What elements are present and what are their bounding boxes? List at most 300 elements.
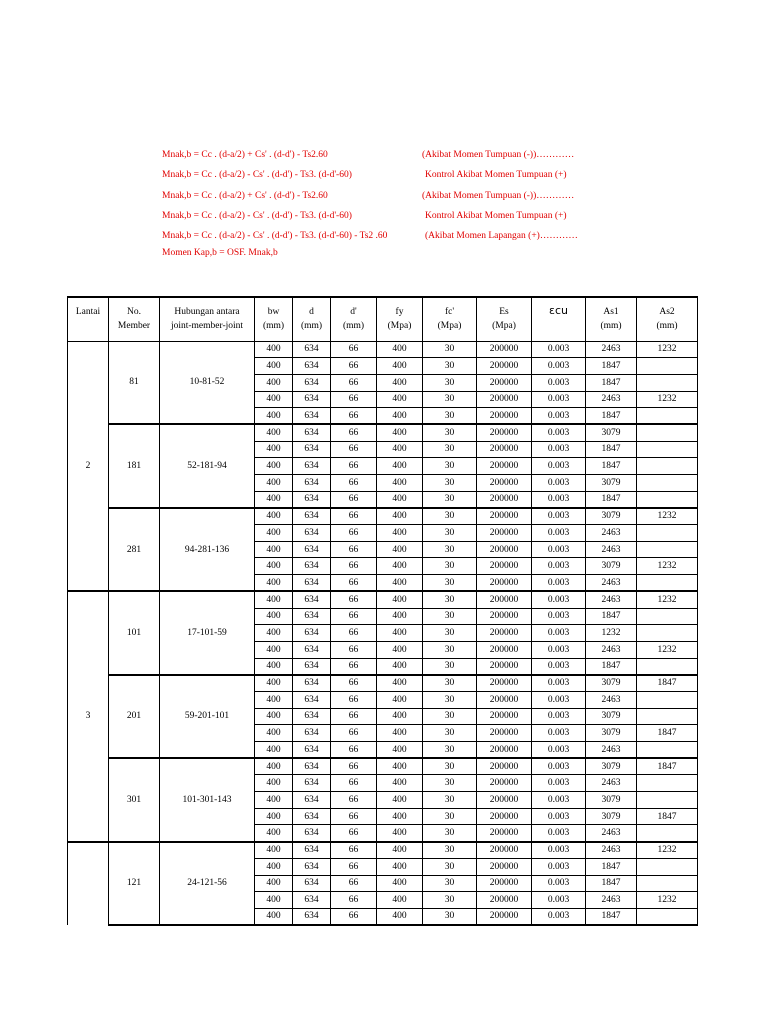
value-cell: 400 xyxy=(377,675,423,692)
table-body xyxy=(68,341,698,925)
value-cell: 30 xyxy=(423,691,477,708)
value-cell: 400 xyxy=(255,508,293,525)
header-bw-unit: (mm) xyxy=(255,319,293,341)
header-as1: As1 xyxy=(586,297,637,319)
value-cell: 1847 xyxy=(637,808,698,825)
value-cell xyxy=(637,475,698,492)
value-cell: 3079 xyxy=(586,792,637,809)
value-cell: 400 xyxy=(255,525,293,542)
value-cell: 66 xyxy=(331,858,377,875)
value-cell xyxy=(637,608,698,625)
formula-expression: Momen Kap,b = OSF. Mnak,b xyxy=(162,248,278,258)
value-cell: 30 xyxy=(423,641,477,658)
value-cell: 200000 xyxy=(477,558,532,575)
value-cell: 0.003 xyxy=(532,725,586,742)
value-cell: 66 xyxy=(331,575,377,592)
joint-cell: 59-201-101 xyxy=(160,675,255,758)
value-cell: 634 xyxy=(293,424,331,441)
value-cell: 400 xyxy=(377,858,423,875)
value-cell: 0.003 xyxy=(532,758,586,775)
formula-note: Kontrol Akibat Momen Tumpuan (+) xyxy=(425,170,567,180)
beam-data-table xyxy=(67,296,698,926)
value-cell: 400 xyxy=(255,758,293,775)
value-cell: 634 xyxy=(293,842,331,859)
value-cell: 400 xyxy=(377,575,423,592)
formula-note: (Akibat Momen Tumpuan (-))………… xyxy=(422,150,575,160)
value-cell: 200000 xyxy=(477,424,532,441)
member-cell: 81 xyxy=(109,341,160,424)
value-cell: 400 xyxy=(255,742,293,759)
value-cell: 200000 xyxy=(477,658,532,675)
value-cell: 400 xyxy=(255,625,293,642)
table-header xyxy=(68,297,698,341)
value-cell: 30 xyxy=(423,825,477,842)
member-cell: 281 xyxy=(109,508,160,591)
value-cell: 30 xyxy=(423,391,477,408)
value-cell: 400 xyxy=(377,908,423,925)
value-cell: 1232 xyxy=(637,391,698,408)
value-cell: 400 xyxy=(255,775,293,792)
member-cell: 121 xyxy=(109,842,160,925)
value-cell: 66 xyxy=(331,775,377,792)
value-cell: 400 xyxy=(255,808,293,825)
value-cell: 200000 xyxy=(477,591,532,608)
joint-cell: 94-281-136 xyxy=(160,508,255,591)
value-cell: 0.003 xyxy=(532,658,586,675)
value-cell: 400 xyxy=(255,858,293,875)
header-as2-unit: (mm) xyxy=(637,319,698,341)
member-cell: 201 xyxy=(109,675,160,758)
value-cell: 200000 xyxy=(477,525,532,542)
value-cell: 66 xyxy=(331,358,377,375)
table-row xyxy=(68,341,698,358)
value-cell: 30 xyxy=(423,708,477,725)
value-cell: 634 xyxy=(293,341,331,358)
value-cell: 30 xyxy=(423,491,477,508)
value-cell: 400 xyxy=(377,742,423,759)
value-cell: 30 xyxy=(423,875,477,892)
value-cell: 1847 xyxy=(586,408,637,425)
value-cell: 200000 xyxy=(477,875,532,892)
header-es: Es xyxy=(477,297,532,319)
value-cell: 634 xyxy=(293,858,331,875)
value-cell: 634 xyxy=(293,908,331,925)
value-cell: 634 xyxy=(293,775,331,792)
value-cell: 400 xyxy=(255,691,293,708)
value-cell: 400 xyxy=(255,792,293,809)
value-cell: 30 xyxy=(423,508,477,525)
value-cell: 634 xyxy=(293,408,331,425)
value-cell: 2463 xyxy=(586,842,637,859)
value-cell: 200000 xyxy=(477,491,532,508)
value-cell: 634 xyxy=(293,591,331,608)
member-cell: 301 xyxy=(109,758,160,841)
value-cell: 30 xyxy=(423,658,477,675)
value-cell: 400 xyxy=(255,491,293,508)
value-cell: 66 xyxy=(331,508,377,525)
value-cell: 0.003 xyxy=(532,591,586,608)
value-cell: 66 xyxy=(331,491,377,508)
value-cell: 634 xyxy=(293,708,331,725)
joint-cell: 52-181-94 xyxy=(160,424,255,507)
value-cell: 400 xyxy=(377,358,423,375)
value-cell: 66 xyxy=(331,525,377,542)
value-cell: 0.003 xyxy=(532,858,586,875)
value-cell: 400 xyxy=(377,775,423,792)
value-cell: 400 xyxy=(255,558,293,575)
value-cell: 66 xyxy=(331,875,377,892)
value-cell: 3079 xyxy=(586,424,637,441)
value-cell: 66 xyxy=(331,675,377,692)
value-cell: 400 xyxy=(377,441,423,458)
value-cell: 400 xyxy=(255,541,293,558)
value-cell: 634 xyxy=(293,525,331,542)
value-cell: 1847 xyxy=(586,858,637,875)
value-cell: 30 xyxy=(423,725,477,742)
value-cell: 400 xyxy=(255,458,293,475)
value-cell: 1847 xyxy=(637,675,698,692)
value-cell: 0.003 xyxy=(532,458,586,475)
value-cell xyxy=(637,775,698,792)
value-cell: 66 xyxy=(331,408,377,425)
value-cell: 66 xyxy=(331,424,377,441)
value-cell: 3079 xyxy=(586,475,637,492)
value-cell: 30 xyxy=(423,475,477,492)
value-cell: 634 xyxy=(293,675,331,692)
value-cell: 400 xyxy=(377,508,423,525)
value-cell: 30 xyxy=(423,808,477,825)
value-cell: 2463 xyxy=(586,391,637,408)
floor-cell: 2 xyxy=(68,341,109,591)
table-row xyxy=(68,758,698,775)
value-cell: 400 xyxy=(377,391,423,408)
value-cell: 200000 xyxy=(477,842,532,859)
value-cell: 66 xyxy=(331,625,377,642)
value-cell: 66 xyxy=(331,374,377,391)
value-cell: 30 xyxy=(423,591,477,608)
value-cell: 66 xyxy=(331,842,377,859)
value-cell: 200000 xyxy=(477,858,532,875)
formula-row xyxy=(162,150,632,170)
value-cell: 634 xyxy=(293,725,331,742)
value-cell: 30 xyxy=(423,441,477,458)
value-cell: 634 xyxy=(293,625,331,642)
value-cell: 66 xyxy=(331,541,377,558)
value-cell: 400 xyxy=(255,675,293,692)
value-cell: 400 xyxy=(255,441,293,458)
formula-expression: Mnak,b = Cc . (d-a/2) + Cs' . (d-d') - Ts2.60 xyxy=(162,191,328,201)
value-cell: 1232 xyxy=(637,341,698,358)
value-cell: 634 xyxy=(293,575,331,592)
value-cell: 400 xyxy=(255,825,293,842)
header-d-unit: (mm) xyxy=(293,319,331,341)
value-cell: 66 xyxy=(331,908,377,925)
header-lantai-unit xyxy=(68,319,109,341)
joint-cell: 101-301-143 xyxy=(160,758,255,841)
value-cell xyxy=(637,792,698,809)
joint-cell: 24-121-56 xyxy=(160,842,255,925)
formula-expression: Mnak,b = Cc . (d-a/2) + Cs' . (d-d') - Ts2.60 xyxy=(162,150,328,160)
value-cell: 66 xyxy=(331,608,377,625)
value-cell: 200000 xyxy=(477,725,532,742)
value-cell xyxy=(637,491,698,508)
value-cell: 634 xyxy=(293,641,331,658)
value-cell: 30 xyxy=(423,908,477,925)
value-cell: 400 xyxy=(255,358,293,375)
value-cell: 634 xyxy=(293,508,331,525)
value-cell: 0.003 xyxy=(532,391,586,408)
value-cell: 400 xyxy=(377,708,423,725)
value-cell: 30 xyxy=(423,742,477,759)
value-cell: 3079 xyxy=(586,758,637,775)
value-cell: 400 xyxy=(377,491,423,508)
header-fy: fy xyxy=(377,297,423,319)
value-cell: 200000 xyxy=(477,775,532,792)
header-member: Member xyxy=(109,319,160,341)
value-cell xyxy=(637,541,698,558)
value-cell: 1847 xyxy=(586,491,637,508)
value-cell: 200000 xyxy=(477,458,532,475)
value-cell: 634 xyxy=(293,875,331,892)
table-row xyxy=(68,842,698,859)
value-cell: 200000 xyxy=(477,758,532,775)
value-cell: 30 xyxy=(423,558,477,575)
value-cell: 0.003 xyxy=(532,908,586,925)
value-cell: 400 xyxy=(377,625,423,642)
floor-cell: 3 xyxy=(68,591,109,841)
value-cell: 66 xyxy=(331,691,377,708)
value-cell: 634 xyxy=(293,374,331,391)
value-cell: 200000 xyxy=(477,341,532,358)
value-cell: 400 xyxy=(377,842,423,859)
value-cell: 634 xyxy=(293,892,331,909)
value-cell: 634 xyxy=(293,541,331,558)
value-cell: 0.003 xyxy=(532,675,586,692)
value-cell: 3079 xyxy=(586,675,637,692)
value-cell: 0.003 xyxy=(532,708,586,725)
value-cell: 2463 xyxy=(586,825,637,842)
joint-cell: 17-101-59 xyxy=(160,591,255,674)
value-cell: 634 xyxy=(293,608,331,625)
value-cell: 1232 xyxy=(637,508,698,525)
value-cell: 400 xyxy=(255,708,293,725)
value-cell: 30 xyxy=(423,625,477,642)
value-cell: 400 xyxy=(255,892,293,909)
value-cell: 634 xyxy=(293,758,331,775)
value-cell xyxy=(637,358,698,375)
header-fc: fc' xyxy=(423,297,477,319)
value-cell xyxy=(637,625,698,642)
value-cell: 1847 xyxy=(586,458,637,475)
value-cell: 66 xyxy=(331,808,377,825)
value-cell: 1847 xyxy=(586,908,637,925)
value-cell xyxy=(637,424,698,441)
value-cell: 3079 xyxy=(586,558,637,575)
value-cell: 0.003 xyxy=(532,558,586,575)
value-cell: 0.003 xyxy=(532,775,586,792)
value-cell: 200000 xyxy=(477,391,532,408)
value-cell: 400 xyxy=(377,475,423,492)
value-cell: 0.003 xyxy=(532,875,586,892)
formula-expression: Mnak,b = Cc . (d-a/2) - Cs' . (d-d') - Ts3. (d-d'-60) xyxy=(162,170,352,180)
formula-row xyxy=(162,170,632,190)
value-cell xyxy=(637,408,698,425)
value-cell: 30 xyxy=(423,675,477,692)
floor-cell xyxy=(68,842,109,925)
value-cell: 30 xyxy=(423,892,477,909)
header-d-prime-unit: (mm) xyxy=(331,319,377,341)
value-cell: 634 xyxy=(293,742,331,759)
value-cell: 634 xyxy=(293,391,331,408)
header-fc-unit: (Mpa) xyxy=(423,319,477,341)
value-cell: 66 xyxy=(331,458,377,475)
value-cell xyxy=(637,908,698,925)
value-cell xyxy=(637,374,698,391)
value-cell: 634 xyxy=(293,658,331,675)
value-cell: 3079 xyxy=(586,725,637,742)
value-cell: 1232 xyxy=(586,625,637,642)
value-cell: 66 xyxy=(331,341,377,358)
value-cell: 30 xyxy=(423,575,477,592)
value-cell: 0.003 xyxy=(532,691,586,708)
value-cell: 634 xyxy=(293,441,331,458)
header-d-prime: d' xyxy=(331,297,377,319)
value-cell: 0.003 xyxy=(532,575,586,592)
value-cell: 200000 xyxy=(477,441,532,458)
value-cell: 66 xyxy=(331,558,377,575)
value-cell: 200000 xyxy=(477,508,532,525)
value-cell: 634 xyxy=(293,691,331,708)
value-cell: 400 xyxy=(255,641,293,658)
value-cell: 30 xyxy=(423,408,477,425)
value-cell: 400 xyxy=(255,725,293,742)
value-cell: 30 xyxy=(423,842,477,859)
value-cell: 400 xyxy=(377,658,423,675)
value-cell: 66 xyxy=(331,825,377,842)
value-cell: 200000 xyxy=(477,625,532,642)
value-cell: 400 xyxy=(377,825,423,842)
value-cell: 30 xyxy=(423,792,477,809)
table-row xyxy=(68,508,698,525)
value-cell: 66 xyxy=(331,441,377,458)
value-cell: 200000 xyxy=(477,808,532,825)
value-cell: 400 xyxy=(255,475,293,492)
value-cell: 200000 xyxy=(477,541,532,558)
value-cell: 400 xyxy=(377,541,423,558)
value-cell: 0.003 xyxy=(532,842,586,859)
value-cell: 0.003 xyxy=(532,625,586,642)
value-cell: 400 xyxy=(377,725,423,742)
formula-note: Kontrol Akibat Momen Tumpuan (+) xyxy=(425,211,567,221)
value-cell xyxy=(637,825,698,842)
value-cell: 634 xyxy=(293,825,331,842)
value-cell: 0.003 xyxy=(532,641,586,658)
value-cell: 200000 xyxy=(477,691,532,708)
value-cell: 1847 xyxy=(637,758,698,775)
value-cell: 2463 xyxy=(586,341,637,358)
header-lantai: Lantai xyxy=(68,297,109,319)
value-cell xyxy=(637,525,698,542)
value-cell: 0.003 xyxy=(532,358,586,375)
header-row-top xyxy=(68,297,698,319)
header-fy-unit: (Mpa) xyxy=(377,319,423,341)
table-row xyxy=(68,675,698,692)
value-cell: 0.003 xyxy=(532,408,586,425)
value-cell: 1232 xyxy=(637,892,698,909)
value-cell: 400 xyxy=(377,458,423,475)
value-cell: 2463 xyxy=(586,591,637,608)
value-cell: 30 xyxy=(423,458,477,475)
value-cell: 66 xyxy=(331,641,377,658)
value-cell: 2463 xyxy=(586,775,637,792)
value-cell: 66 xyxy=(331,725,377,742)
value-cell: 1232 xyxy=(637,641,698,658)
value-cell: 400 xyxy=(377,374,423,391)
value-cell: 0.003 xyxy=(532,608,586,625)
value-cell: 0.003 xyxy=(532,374,586,391)
value-cell: 66 xyxy=(331,475,377,492)
formula-row xyxy=(162,191,632,211)
value-cell: 3079 xyxy=(586,508,637,525)
value-cell: 400 xyxy=(377,591,423,608)
value-cell: 66 xyxy=(331,708,377,725)
value-cell: 66 xyxy=(331,792,377,809)
value-cell: 0.003 xyxy=(532,491,586,508)
value-cell: 1847 xyxy=(637,725,698,742)
value-cell xyxy=(637,742,698,759)
value-cell: 66 xyxy=(331,758,377,775)
value-cell: 200000 xyxy=(477,742,532,759)
value-cell: 400 xyxy=(255,842,293,859)
value-cell: 30 xyxy=(423,424,477,441)
value-cell: 30 xyxy=(423,374,477,391)
value-cell: 400 xyxy=(377,792,423,809)
value-cell: 400 xyxy=(255,591,293,608)
value-cell: 400 xyxy=(377,424,423,441)
value-cell: 200000 xyxy=(477,374,532,391)
value-cell xyxy=(637,575,698,592)
value-cell: 400 xyxy=(255,875,293,892)
value-cell: 400 xyxy=(255,908,293,925)
value-cell: 400 xyxy=(255,391,293,408)
member-cell: 181 xyxy=(109,424,160,507)
value-cell: 400 xyxy=(255,341,293,358)
value-cell: 400 xyxy=(377,558,423,575)
header-bw: bw xyxy=(255,297,293,319)
value-cell: 30 xyxy=(423,541,477,558)
value-cell: 30 xyxy=(423,525,477,542)
value-cell: 30 xyxy=(423,775,477,792)
value-cell: 30 xyxy=(423,358,477,375)
data-table-container xyxy=(67,296,697,926)
value-cell: 1232 xyxy=(637,842,698,859)
value-cell xyxy=(637,441,698,458)
value-cell: 2463 xyxy=(586,541,637,558)
value-cell: 30 xyxy=(423,858,477,875)
value-cell: 66 xyxy=(331,658,377,675)
value-cell: 0.003 xyxy=(532,892,586,909)
value-cell: 200000 xyxy=(477,908,532,925)
table-row xyxy=(68,424,698,441)
value-cell: 2463 xyxy=(586,892,637,909)
value-cell: 0.003 xyxy=(532,525,586,542)
value-cell: 400 xyxy=(255,608,293,625)
value-cell: 634 xyxy=(293,458,331,475)
value-cell: 0.003 xyxy=(532,792,586,809)
value-cell xyxy=(637,658,698,675)
value-cell xyxy=(637,875,698,892)
value-cell: 400 xyxy=(255,658,293,675)
